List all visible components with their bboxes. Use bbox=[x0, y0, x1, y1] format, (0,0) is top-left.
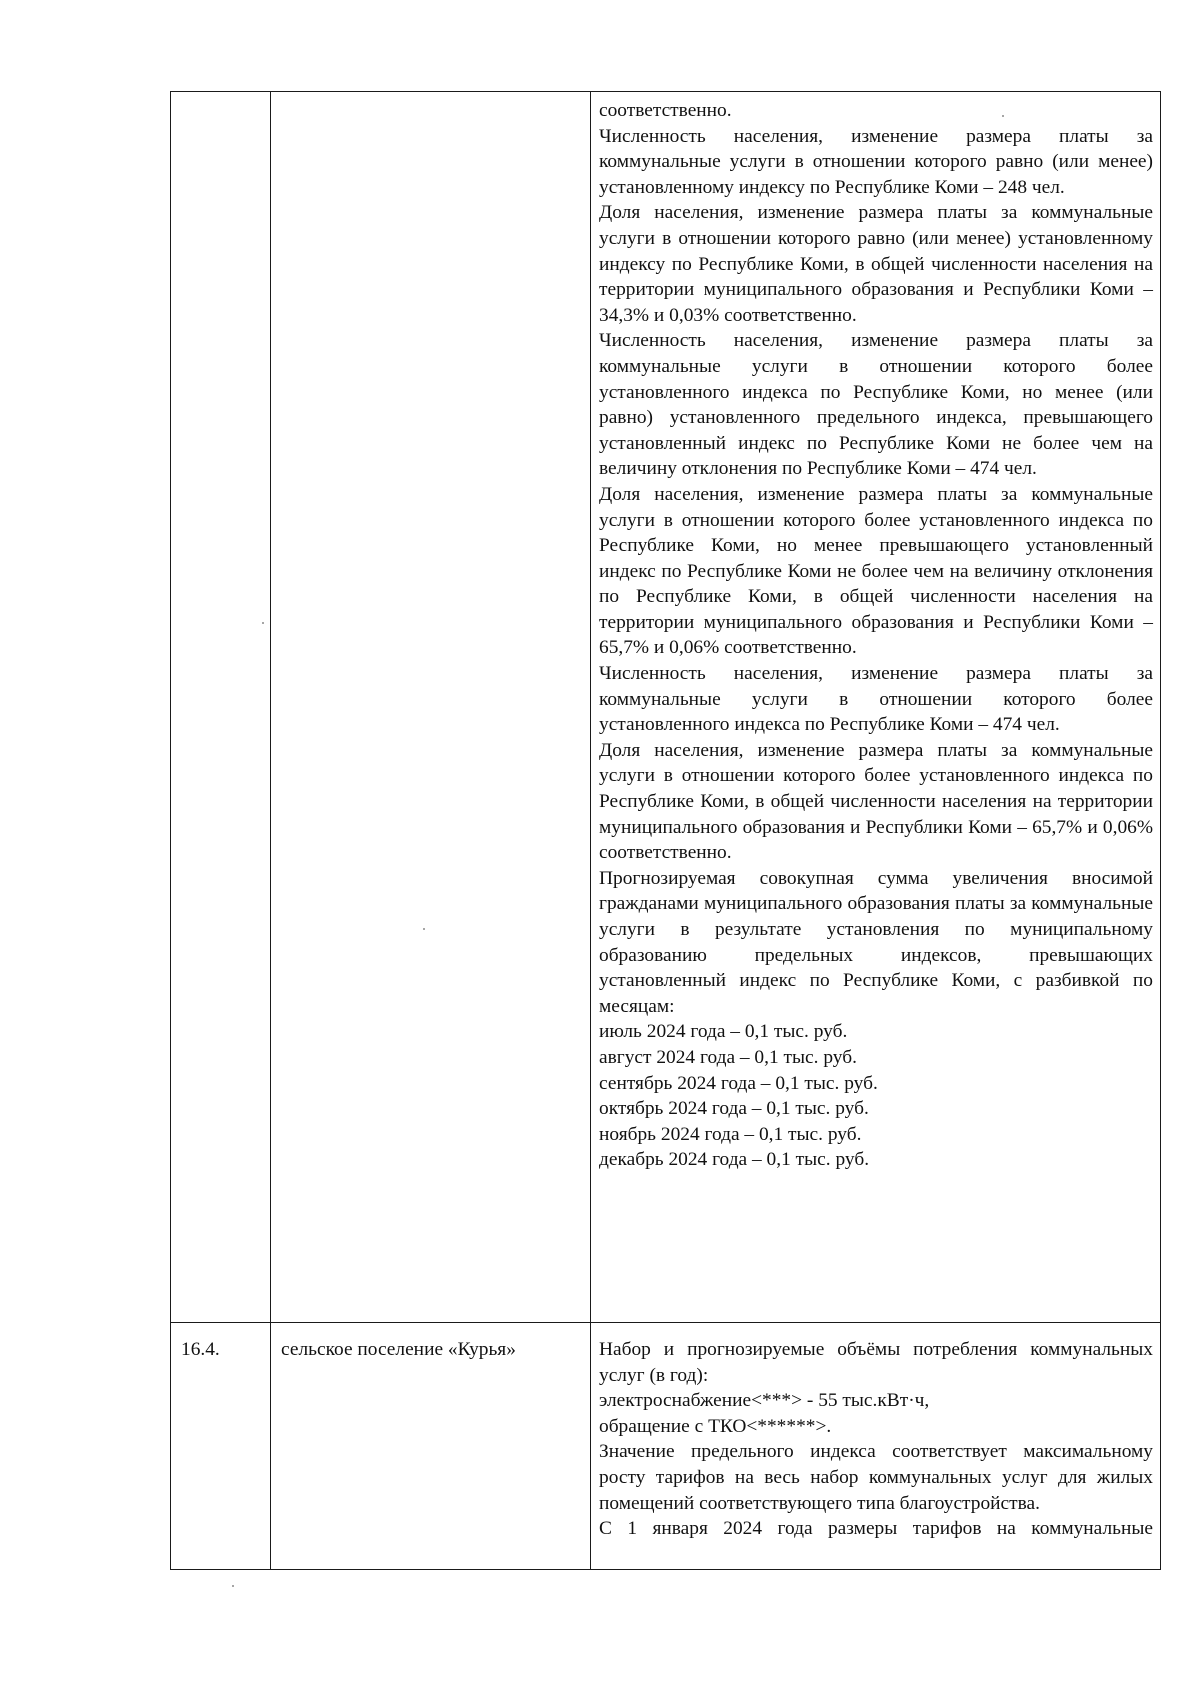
table-row bbox=[171, 1323, 1161, 1570]
monthly-forecast-item: октябрь 2024 года – 0,1 тыс. руб. bbox=[599, 1098, 869, 1120]
monthly-forecast-item: декабрь 2024 года – 0,1 тыс. руб. bbox=[599, 1149, 870, 1171]
scan-speck bbox=[1002, 115, 1004, 117]
paragraph: Значение предельного индекса соответствует максимальному росту тарифов на весь набор коммунальных услуг для жилых помещений соответствующего типа благоустройства. bbox=[599, 1441, 1153, 1514]
table-row bbox=[171, 92, 1161, 1323]
indices-table bbox=[170, 91, 1161, 1570]
paragraph: Доля населения, изменение размера платы за коммунальные услуги в отношении которого более установленного индекса по Республике Коми, в общей численности населения на территории муниципального образования и Республики Коми – 65,7% и 0,06% соответственно. bbox=[599, 739, 1153, 864]
paragraph: обращение с ТКО<******>. bbox=[599, 1415, 832, 1437]
paragraph: Набор и прогнозируемые объёмы потребления коммунальных услуг (в год): bbox=[599, 1339, 1153, 1386]
monthly-forecast-item: июль 2024 года – 0,1 тыс. руб. bbox=[599, 1021, 848, 1043]
paragraph: электроснабжение<***> - 55 тыс.кВт·ч, bbox=[599, 1390, 930, 1412]
monthly-forecast-item: сентябрь 2024 года – 0,1 тыс. руб. bbox=[599, 1072, 878, 1094]
municipality-name: сельское поселение «Курья» bbox=[271, 1323, 591, 1570]
paragraph: Численность населения, изменение размера платы за коммунальные услуги в отношении которого равно (или менее) установленному индексу по Республике Коми – 248 чел. bbox=[599, 125, 1153, 198]
paragraph: Численность населения, изменение размера платы за коммунальные услуги в отношении которого более установленного индекса по Республике Коми, но менее (или равно) установленного предельного индекса, превышающего установленный индекс по Республике Коми не более чем на величину отклонения по Республике Коми – 474 чел. bbox=[599, 330, 1153, 480]
paragraph: Численность населения, изменение размера платы за коммунальные услуги в отношении которого более установленного индекса по Республике Коми – 474 чел. bbox=[599, 663, 1153, 736]
municipality-name bbox=[271, 92, 591, 1323]
paragraph: Доля населения, изменение размера платы за коммунальные услуги в отношении которого равно (или менее) установленному индексу по Республике Коми, в общей численности населения на территории муниципального образования и Республики Коми – 34,3% и 0,03% соответственно. bbox=[599, 202, 1153, 326]
row-content bbox=[591, 1323, 1161, 1570]
scan-speck bbox=[232, 1585, 234, 1587]
paragraph: Доля населения, изменение размера платы за коммунальные услуги в отношении которого более установленного индекса по Республике Коми, но менее превышающего установленный индекс по Республике Коми не более чем на величину отклонения по Республике Коми, в общей численности населения на территории муниципального образования и Республики Коми – 65,7% и 0,06% соответственно. bbox=[599, 483, 1153, 659]
scan-speck bbox=[262, 622, 264, 624]
monthly-forecast-item: ноябрь 2024 года – 0,1 тыс. руб. bbox=[599, 1123, 862, 1145]
scan-speck bbox=[423, 928, 425, 930]
paragraph: С 1 января 2024 года размеры тарифов на коммунальные bbox=[599, 1518, 1153, 1540]
paragraph: соответственно. bbox=[599, 100, 732, 121]
monthly-forecast-item: август 2024 года – 0,1 тыс. руб. bbox=[599, 1046, 857, 1068]
row-content bbox=[591, 92, 1161, 1323]
row-number bbox=[171, 92, 271, 1323]
paragraph: Прогнозируемая совокупная сумма увеличения вносимой гражданами муниципального образования платы за коммунальные услуги в результате установления по муниципальному образованию предельных индексов, превышающих установленный индекс по Республике Коми, с разбивкой по месяцам: bbox=[599, 867, 1153, 1017]
row-number: 16.4. bbox=[171, 1323, 271, 1570]
